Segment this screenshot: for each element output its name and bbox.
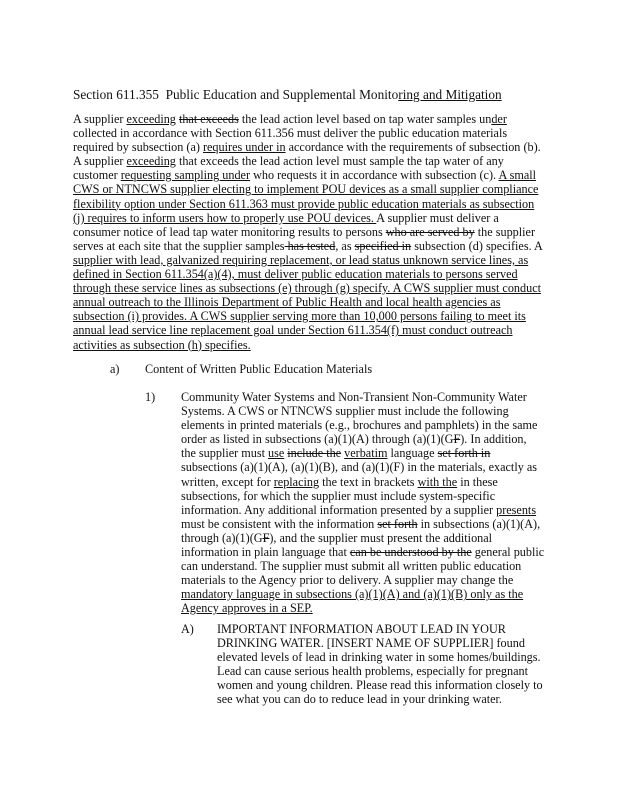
deleted-text: specified in	[354, 238, 412, 253]
subsection-A-line: IMPORTANT INFORMATION ABOUT LEAD IN YOUR	[217, 622, 506, 636]
inserted-text: requesting sampling under	[120, 168, 251, 183]
inserted-text: through these service lines as subsections (e) through (g) specify. A CWS supplier must conduct	[73, 281, 541, 296]
intro-line	[73, 182, 551, 196]
inserted-text: (j) requires to inform users how to properly use POU devices.	[73, 210, 377, 225]
intro-line	[73, 239, 551, 253]
inserted-text: flexibility option under Section 611.363 must provide public education materials as subsection	[73, 196, 535, 211]
inserted-text: mandatory language in subsections (a)(1)(A) and (a)(1)(B) only as the	[181, 587, 524, 602]
subsection-A-paragraph	[217, 622, 547, 707]
subsection-1-line	[181, 418, 541, 432]
text-run: Systems. A CWS or NTNCWS supplier must include the following	[181, 404, 509, 419]
text-run: the supplier	[474, 224, 535, 239]
subsection-1-line	[181, 601, 541, 615]
deleted-text: F	[262, 530, 270, 545]
deleted-text: has tested	[284, 238, 336, 253]
inserted-text: A small	[498, 168, 537, 183]
text-run: general public	[471, 545, 545, 560]
intro-line	[73, 281, 551, 295]
inserted-text: replacing	[273, 474, 320, 489]
subsection-1-paragraph	[181, 390, 545, 616]
text-run: subsections (a)(1)(A), (a)(1)(B), and (a)(1)(F) in the materials, exactly as	[181, 460, 538, 475]
text-run: accordance with the requirements of subsection (b).	[285, 140, 541, 155]
inserted-text: verbatim	[344, 446, 388, 461]
intro-line	[73, 211, 551, 225]
deleted-text: set forth	[377, 516, 418, 531]
inserted-text: CWS or NTNCWS supplier electing to implement POU devices as a small supplier compliance	[73, 182, 539, 197]
inserted-text: Agency approves in a SEP.	[181, 601, 313, 616]
intro-line	[73, 323, 551, 337]
subsection-1-line	[181, 573, 541, 587]
inserted-text: supplier with lead, galvanized requiring replacement, or lead status unknown service lines, as	[73, 252, 529, 267]
intro-line	[73, 338, 551, 352]
subsection-1-line	[181, 475, 541, 489]
subsection-A-line: see what you can do to reduce lead in your drinking water.	[217, 692, 502, 707]
intro-line	[73, 253, 551, 267]
subsection-1-line	[181, 517, 541, 531]
text-run: ). In addition,	[460, 432, 527, 447]
subsection-1-label: 1)	[145, 390, 156, 404]
text-run: the lead action level based on tap water samples un	[238, 112, 492, 126]
inserted-text: ,	[537, 516, 541, 531]
intro-line	[73, 295, 551, 309]
intro-line	[73, 140, 551, 154]
subsection-1-line	[181, 460, 541, 474]
section-title-amended: ring and Mitigation	[398, 87, 502, 102]
subsection-1-line	[181, 531, 541, 545]
intro-line	[73, 154, 551, 168]
text-run: language	[387, 446, 438, 461]
deleted-text: can be understood by the	[349, 545, 472, 560]
text-run: A supplier	[73, 154, 127, 169]
intro-line	[73, 267, 551, 281]
subsection-1-line	[181, 503, 541, 517]
inserted-text: der	[491, 112, 507, 126]
text-run: who requests it in accordance with subsection (c).	[250, 168, 499, 183]
text-run: customer	[73, 168, 121, 183]
subsection-a-label: a)	[110, 362, 120, 376]
intro-line	[73, 112, 551, 126]
text-run: required by subsection (a)	[73, 140, 203, 155]
subsection-1-line	[181, 446, 541, 460]
subsection-A-line: Lead can cause serious health problems, especially for pregnant	[217, 664, 528, 679]
subsection-1-line	[181, 404, 541, 418]
subsection-1-line	[181, 432, 541, 446]
text-run: serves at each site that the supplier samples	[73, 238, 285, 253]
text-run: information. Any additional information presented by a supplier	[181, 502, 497, 517]
text-run: materials to the Agency prior to delivery. A supplier may change the	[181, 573, 514, 588]
intro-line	[73, 225, 551, 239]
subsection-1-line	[181, 390, 541, 404]
text-run: written, except for	[181, 474, 274, 489]
inserted-text: exceeding	[126, 154, 176, 169]
inserted-text: annual outreach to the Illinois Department of Public Health and local health agencies as	[73, 295, 501, 310]
text-run: elements in printed materials (e.g., brochures and pamphlets) in the same	[181, 418, 538, 433]
section-number: Section 611.355	[73, 87, 159, 102]
inserted-text: presents	[496, 502, 537, 517]
text-run: order as listed in subsections (a)(1)(A) through (a)(1)(G	[181, 432, 454, 447]
text-run: A supplier must deliver a	[376, 210, 499, 225]
inserted-text: use	[268, 446, 285, 461]
text-run: that exceeds the lead action level must sample the tap water of any	[175, 154, 504, 169]
text-run: can understand. The supplier must submit all written public education	[181, 559, 522, 574]
text-run: subsections, for which the supplier must include system-specific	[181, 488, 496, 503]
section-title: Public Education and Supplemental Monito	[165, 87, 399, 102]
section-heading	[73, 87, 502, 103]
text-run: must be consistent with the information	[181, 516, 378, 531]
subsection-A-label: A)	[181, 622, 194, 636]
inserted-text: exceeding	[126, 112, 176, 126]
subsection-1-line	[181, 587, 541, 601]
intro-line	[73, 309, 551, 323]
subsection-1-line	[181, 489, 541, 503]
text-run: Community Water Systems and Non-Transient Non-Community Water	[181, 390, 527, 404]
text-run: subsection (d) specifies. A	[411, 238, 543, 253]
inserted-text: defined in Section 611.354(a)(4), must deliver public education materials to persons served	[73, 267, 518, 282]
intro-paragraph	[73, 112, 551, 352]
subsection-A-line: DRINKING WATER. [INSERT NAME OF SUPPLIER] found	[217, 636, 525, 651]
deleted-text: set forth in	[437, 446, 491, 461]
text-run: ), and the supplier must present the additional	[269, 530, 493, 545]
subsection-a-title: Content of Written Public Education Materials	[145, 362, 373, 376]
inserted-text: activities as subsection (h) specifies.	[73, 337, 251, 352]
text-run: A supplier	[73, 112, 127, 126]
subsection-A-line: women and young children. Please read this information closely to	[217, 678, 543, 693]
inserted-text: annual lead service line replacement goal under Section 611.354(f) must conduct outreach	[73, 323, 513, 338]
deleted-text: include the	[287, 446, 342, 461]
deleted-text: F	[453, 432, 461, 447]
subsection-1-line	[181, 545, 545, 560]
text-run: in subsections (a)(1)(A)	[417, 516, 538, 531]
intro-line	[73, 197, 551, 211]
text-run: collected in accordance with Section 611.356 must deliver the public education materials	[73, 126, 508, 141]
text-run: in these	[457, 474, 498, 489]
inserted-text: requires under in	[202, 140, 286, 155]
subsection-1-line	[181, 559, 541, 573]
inserted-text: with the	[417, 474, 458, 489]
text-run: through (a)(1)(G	[181, 530, 263, 545]
inserted-text: subsection (i) provides. A CWS supplier serving more than 10,000 persons failing to meet its	[73, 309, 526, 324]
subsection-A-line: elevated levels of lead in drinking water in some homes/buildings.	[217, 650, 541, 665]
deleted-text: that exceeds	[178, 112, 239, 126]
text-run: information in plain language that	[181, 545, 350, 560]
deleted-text: who are served by	[385, 224, 475, 239]
text-run: consumer notice of lead tap water monitoring results to persons	[73, 224, 386, 239]
intro-line	[73, 126, 551, 140]
text-run: , as	[335, 238, 355, 253]
intro-line	[73, 168, 551, 182]
text-run: the text in brackets	[319, 474, 418, 489]
text-run: the supplier must	[181, 446, 268, 461]
